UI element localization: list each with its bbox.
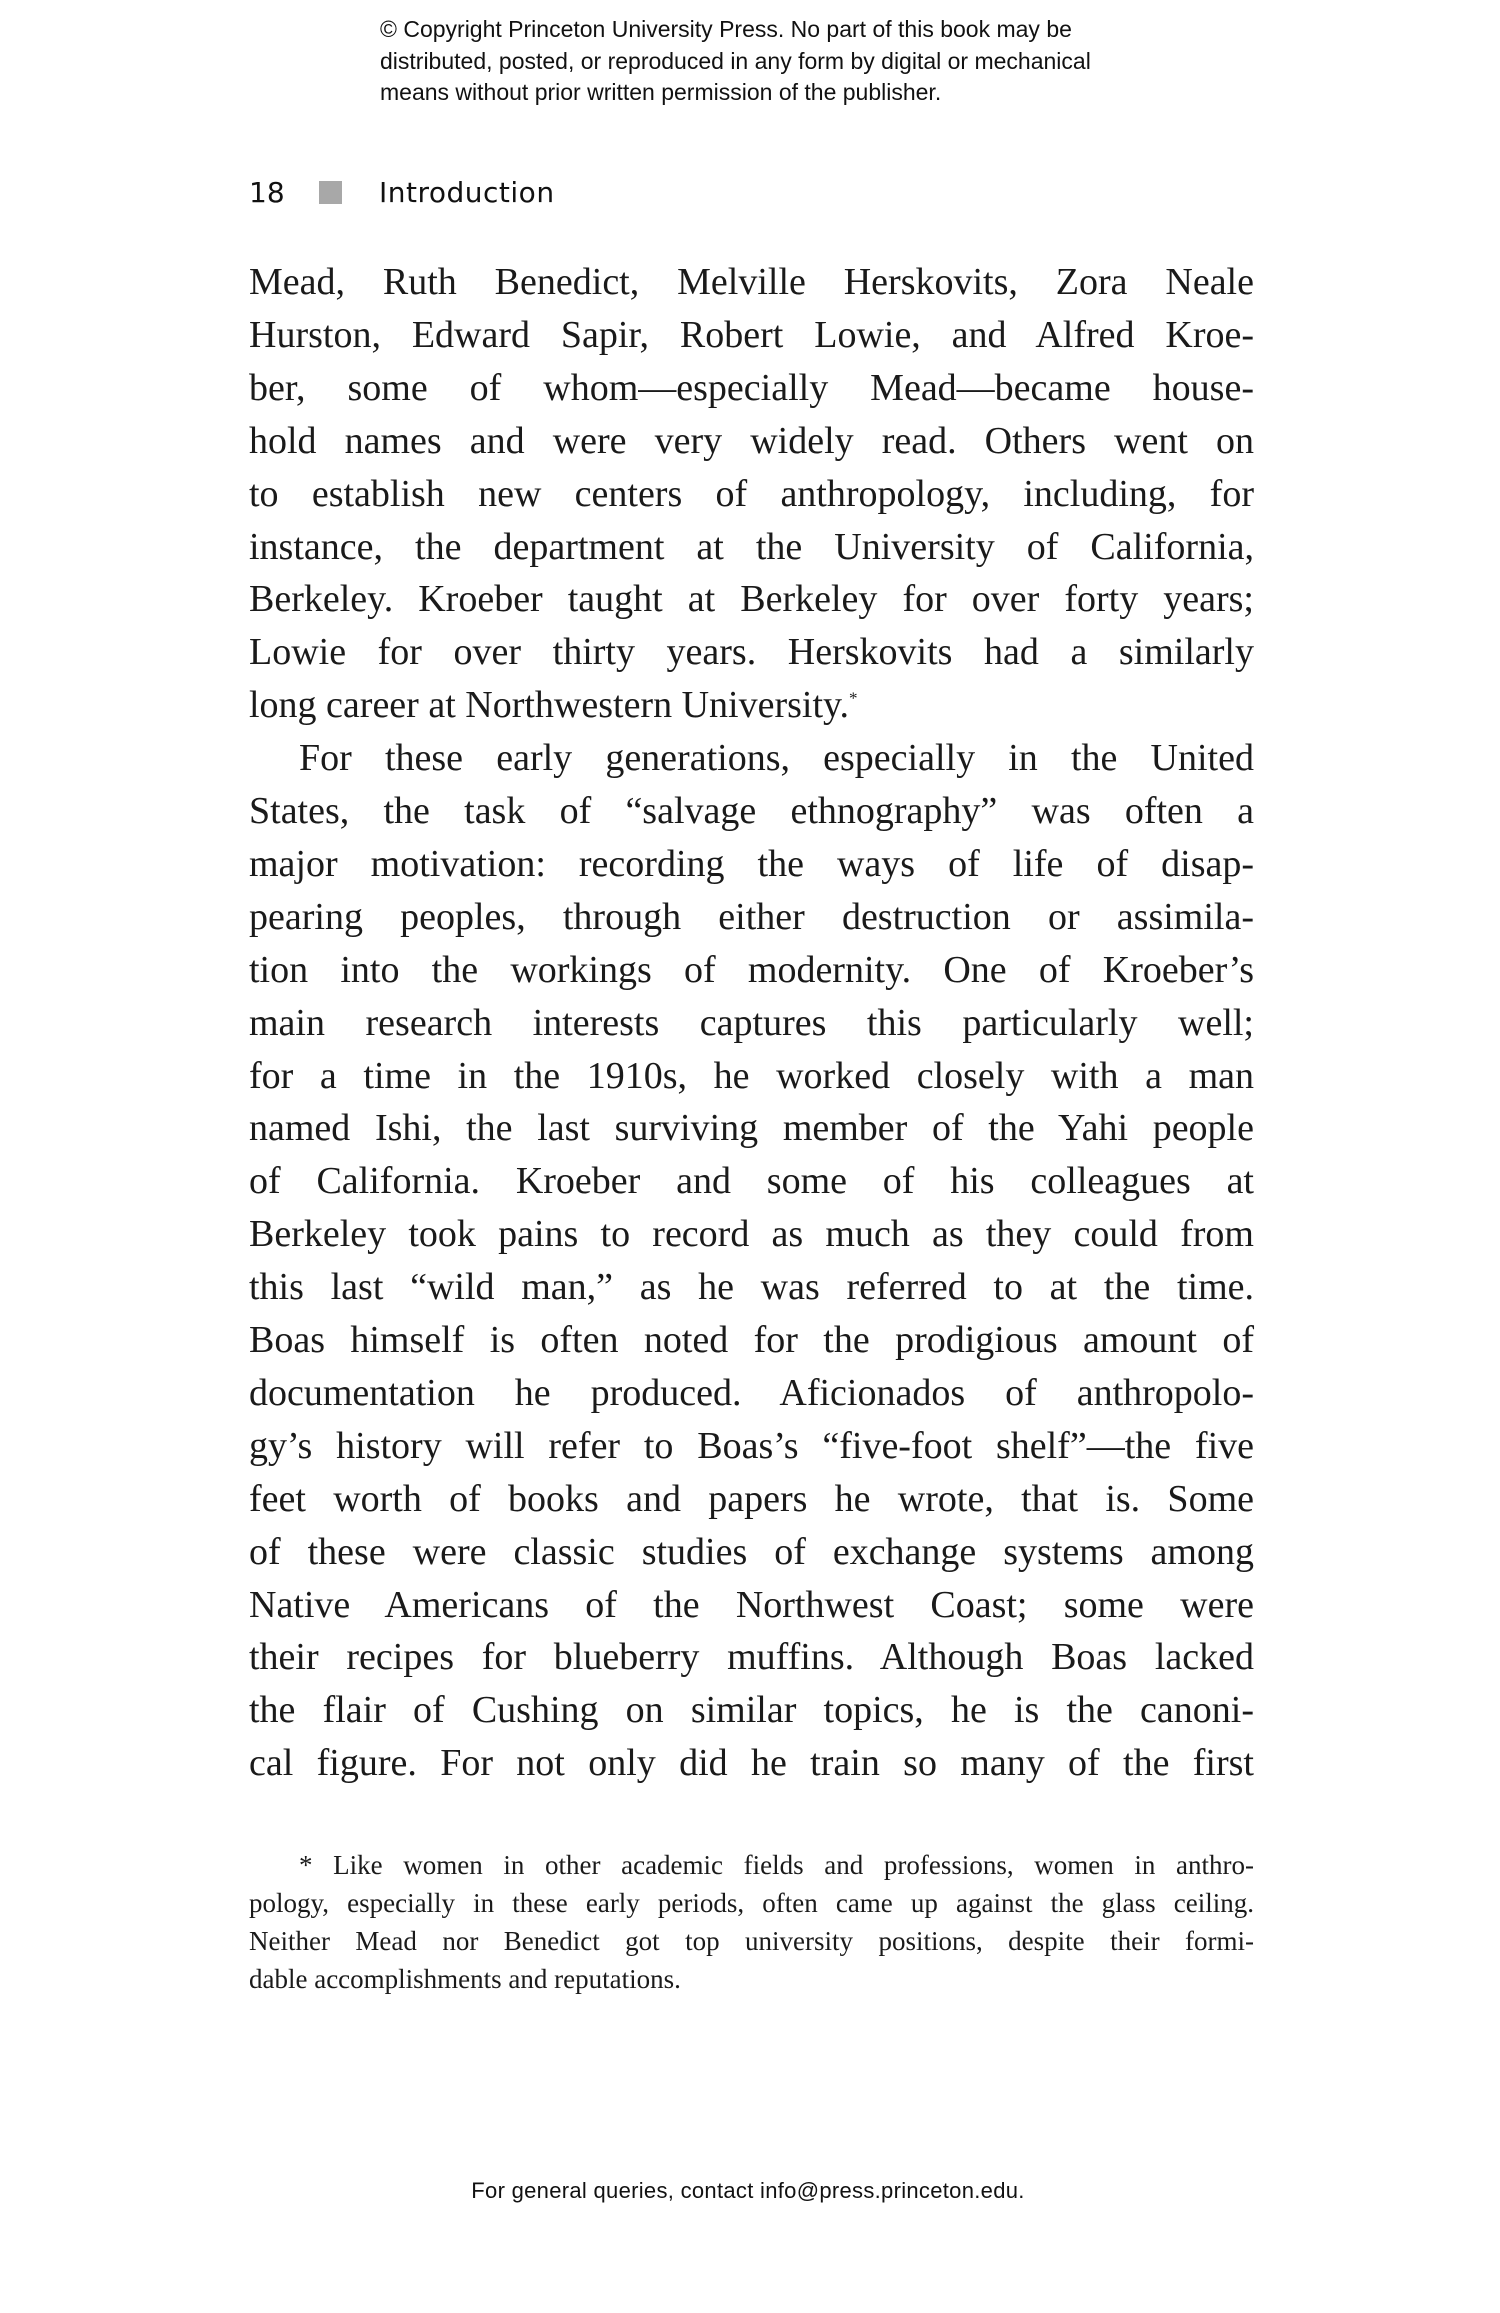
text-line: gy’s history will refer to Boas’s “five-foot shelf”—the five	[249, 1424, 1254, 1467]
text-line: instance, the department at the University of California,	[249, 525, 1254, 568]
text-line: tion into the workings of modernity. One of Kroeber’s	[249, 948, 1254, 991]
text-line: States, the task of “salvage ethnography” was often a	[249, 790, 1254, 832]
copyright-line: © Copyright Princeton University Press. No part of this book may be	[380, 16, 1072, 42]
copyright-line: means without prior written permission of the publisher.	[380, 79, 942, 105]
footnote-line: * Like women in other academic fields and professions, women in anthro-	[299, 1850, 1254, 1880]
footnote-reference[interactable]: *	[849, 688, 858, 708]
text-line	[249, 679, 1254, 732]
text-line: ber, some of whom—especially Mead—became house-	[249, 366, 1254, 409]
text-line: pearing peoples, through either destruction or assimila-	[249, 895, 1254, 938]
footnote-line: pology, especially in these early periods, often came up against the glass ceiling.	[249, 1888, 1254, 1918]
text-line: Hurston, Edward Sapir, Robert Lowie, and Alfred Kroe-	[249, 313, 1254, 356]
text-line: this last “wild man,” as he was referred to at the time.	[249, 1266, 1254, 1309]
text-line: for a time in the 1910s, he worked closely with a man	[249, 1054, 1254, 1097]
square-separator-icon	[319, 181, 342, 204]
text-line: Mead, Ruth Benedict, Melville Herskovits, Zora Neale	[249, 261, 1254, 303]
footnote-line: dable accomplishments and reputations.	[249, 1964, 681, 1994]
copyright-notice	[380, 14, 1240, 109]
text-line: Berkeley took pains to record as much as they could from	[249, 1213, 1254, 1256]
page-number: 18	[249, 175, 285, 209]
running-head	[249, 176, 555, 208]
section-title: Introduction	[379, 175, 555, 209]
footnote-line: Neither Mead nor Benedict got top university positions, despite their formi-	[249, 1926, 1254, 1956]
text-line: of California. Kroeber and some of his colleagues at	[249, 1160, 1254, 1203]
page-footer	[0, 2178, 1500, 2204]
text-line: of these were classic studies of exchange systems among	[249, 1530, 1254, 1573]
text-line: named Ishi, the last surviving member of the Yahi people	[249, 1107, 1254, 1150]
text-line: Native Americans of the Northwest Coast; some were	[249, 1583, 1254, 1626]
text-line: their recipes for blueberry muffins. Although Boas lacked	[249, 1636, 1254, 1679]
text-line: the flair of Cushing on similar topics, he is the canoni-	[249, 1689, 1254, 1732]
text-line: to establish new centers of anthropology, including, for	[249, 472, 1254, 515]
text-line: Boas himself is often noted for the prodigious amount of	[249, 1319, 1254, 1361]
text-line: feet worth of books and papers he wrote, that is. Some	[249, 1477, 1254, 1520]
text-line: main research interests captures this particularly well;	[249, 1001, 1254, 1044]
text-line: Lowie for over thirty years. Herskovits had a similarly	[249, 631, 1254, 674]
contact-text: For general queries, contact info@press.princeton.edu.	[471, 2178, 1025, 2203]
text-line: For these early generations, especially in the United	[299, 737, 1254, 780]
copyright-line: distributed, posted, or reproduced in any form by digital or mechanical	[380, 47, 1091, 74]
text-line: documentation he produced. Aficionados of anthropolo-	[249, 1371, 1254, 1414]
text-line: Berkeley. Kroeber taught at Berkeley for over forty years;	[249, 578, 1254, 621]
text-line: hold names and were very widely read. Others went on	[249, 419, 1254, 462]
text-line: cal figure. For not only did he train so many of the first	[249, 1742, 1254, 1785]
text-line: major motivation: recording the ways of life of disap-	[249, 842, 1254, 885]
text-line-content: long career at Northwestern University.	[249, 684, 850, 727]
